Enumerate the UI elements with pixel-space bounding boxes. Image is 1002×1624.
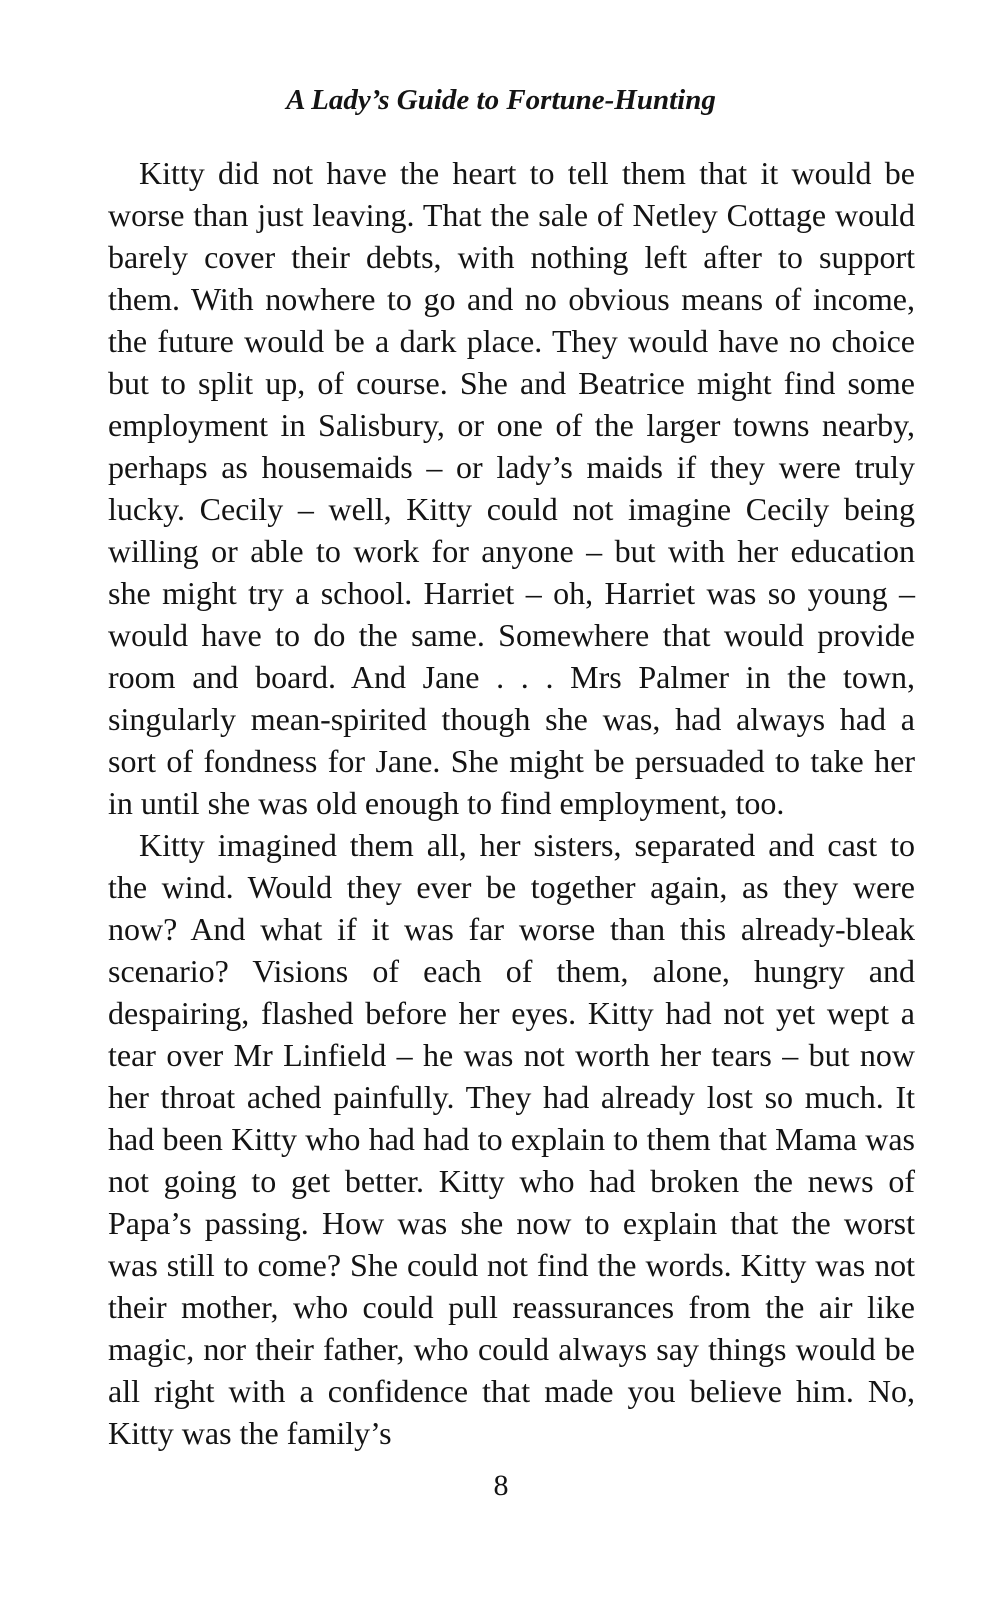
paragraph-1: Kitty did not have the heart to tell them that it would be worse than just leaving. That the sale of Netley Cottage would barely cover their debts, with nothing left after to support them. With nowhere to go and no obvious means of income, the future would be a dark place. They would have no choice but to split up, of course. She and Beatrice might find some employment in Salisbury, or one of the larger towns nearby, perhaps as housemaids – or lady’s maids if they were truly lucky. Cecily – well, Kitty could not imagine Cecily being willing or able to work for anyone – but with her education she might try a school. Harriet – oh, Harriet was so young – would have to do the same. Somewhere that would provide room and board. And Jane . . . Mrs Palmer in the town, singularly mean-spirited though she was, had always had a sort of fondness for Jane. She might be persuaded to take her in until she was old enough to find employment, too. (108, 155, 915, 821)
paragraph-2: Kitty imagined them all, her sisters, separated and cast to the wind. Would they ever be together again, as they were now? And what if it was far worse than this already-bleak scenario? Visions of each of them, alone, hungry and despairing, flashed before her eyes. Kitty had not yet wept a tear over Mr Linfield – he was not worth her tears – but now her throat ached painfully. They had already lost so much. It had been Kitty who had had to explain to them that Mama was not going to get better. Kitty who had broken the news of Papa’s passing. How was she now to explain that the worst was still to come? She could not find the words. Kitty was not their mother, who could pull reassurances from the air like magic, nor their father, who could always say things would be all right with a confidence that made you believe him. No, Kitty was the family’s (108, 827, 915, 1451)
page-number: 8 (493, 1469, 509, 1502)
body-text (108, 152, 915, 1454)
running-head-title: A Lady’s Guide to Fortune-Hunting (286, 84, 716, 116)
